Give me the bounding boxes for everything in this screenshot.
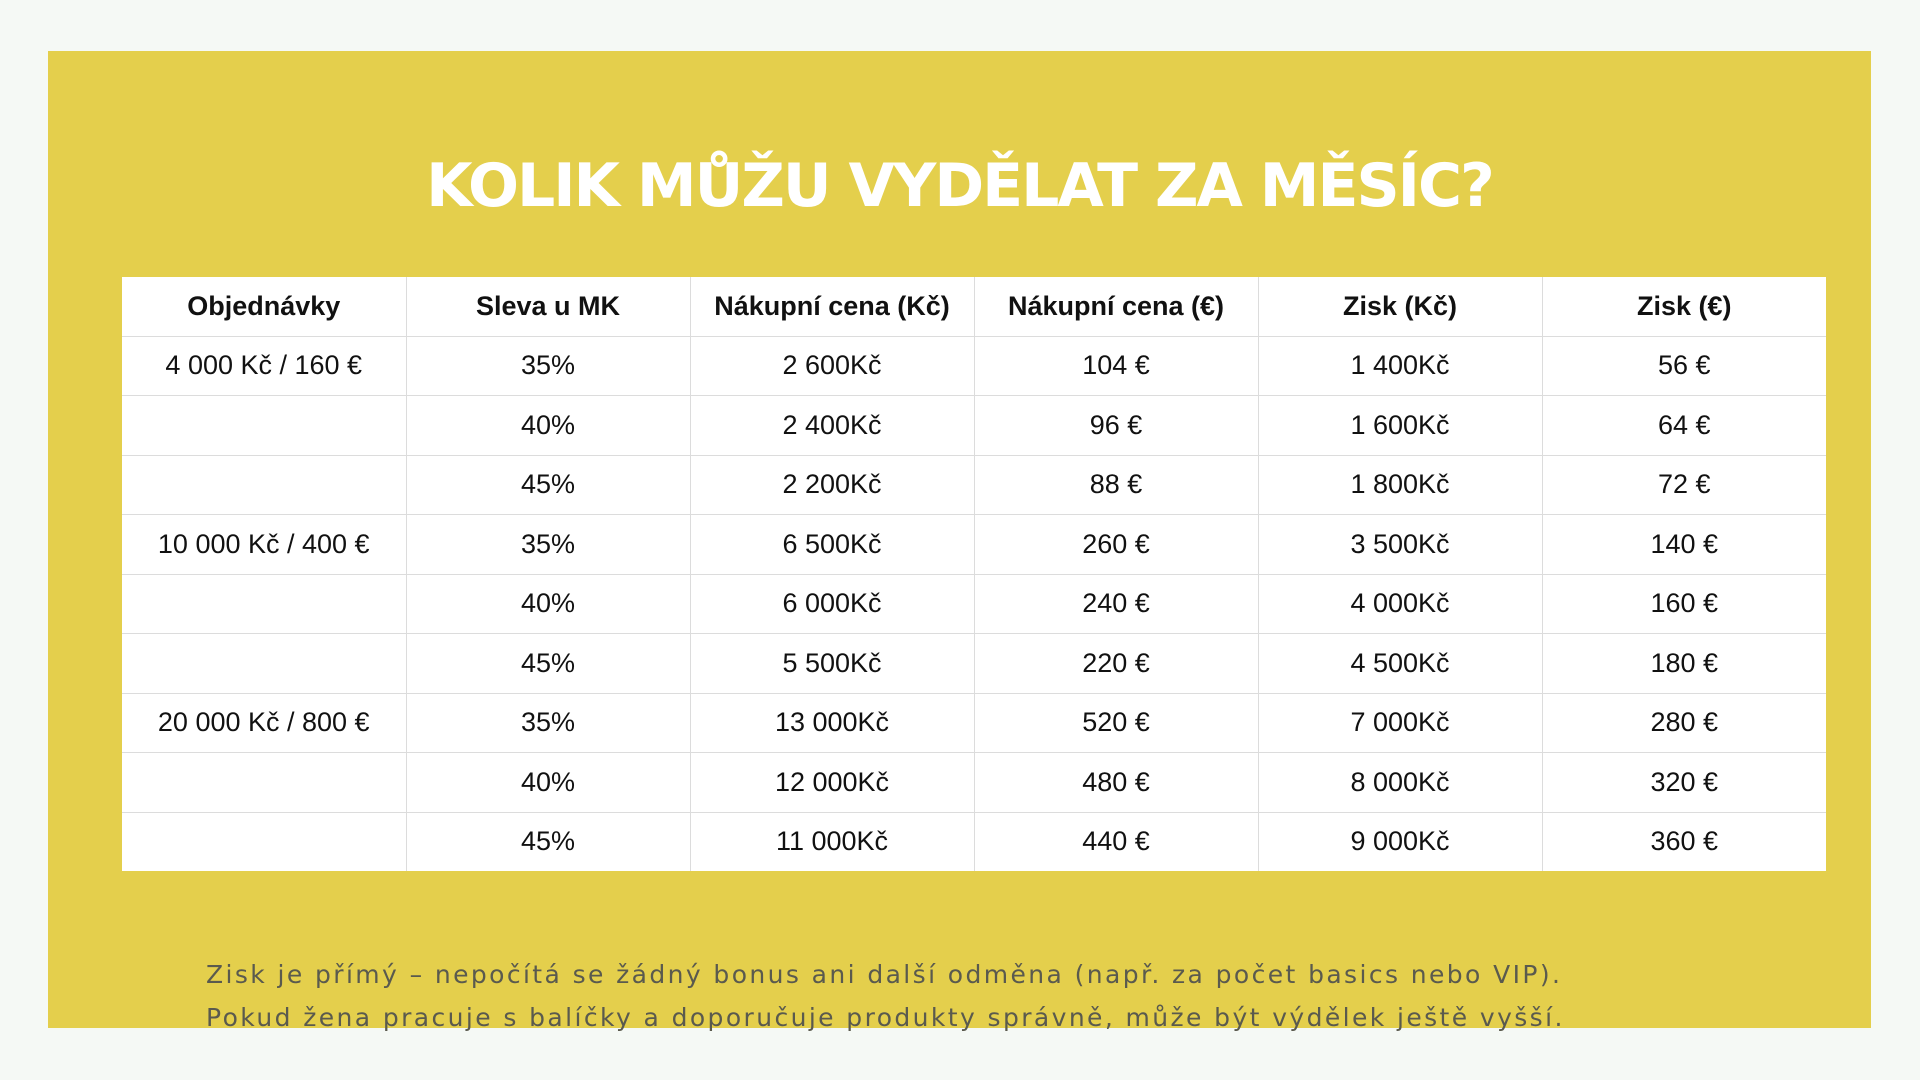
footnote-line-2: Pokud žena pracuje s balíčky a doporučuje produkty správně, může být výdělek ještě vyšší. — [206, 1003, 1565, 1032]
cell-profit-eur: 160 € — [1542, 574, 1826, 634]
cell-profit-czk: 3 500Kč — [1258, 515, 1542, 575]
cell-profit-czk: 1 400Kč — [1258, 336, 1542, 396]
cell-purchase-price-czk: 11 000Kč — [690, 812, 974, 871]
cell-purchase-price-eur: 480 € — [974, 753, 1258, 813]
cell-purchase-price-eur: 520 € — [974, 693, 1258, 753]
header-purchase-price-eur: Nákupní cena (€) — [974, 277, 1258, 336]
cell-profit-czk: 4 000Kč — [1258, 574, 1542, 634]
cell-orders — [122, 634, 406, 694]
header-discount: Sleva u MK — [406, 277, 690, 336]
cell-profit-czk: 1 800Kč — [1258, 455, 1542, 515]
cell-purchase-price-czk: 2 200Kč — [690, 455, 974, 515]
cell-purchase-price-czk: 2 600Kč — [690, 336, 974, 396]
table-row — [122, 753, 1826, 813]
content-card — [48, 51, 1871, 1032]
cell-discount: 45% — [406, 634, 690, 694]
cell-purchase-price-eur: 220 € — [974, 634, 1258, 694]
cell-profit-eur: 320 € — [1542, 753, 1826, 813]
cell-discount: 40% — [406, 753, 690, 813]
cell-profit-eur: 140 € — [1542, 515, 1826, 575]
table-row — [122, 693, 1826, 753]
cell-profit-czk: 1 600Kč — [1258, 396, 1542, 456]
page-title: KOLIK MŮŽU VYDĚLAT ZA MĚSÍC? — [426, 151, 1493, 221]
cell-orders — [122, 753, 406, 813]
cell-purchase-price-eur: 88 € — [974, 455, 1258, 515]
cell-orders — [122, 396, 406, 456]
cell-purchase-price-czk: 2 400Kč — [690, 396, 974, 456]
cell-discount: 45% — [406, 812, 690, 871]
cell-discount: 35% — [406, 336, 690, 396]
footnote-line-1: Zisk je přímý – nepočítá se žádný bonus ani další odměna (např. za počet basics nebo VIP). — [206, 960, 1563, 989]
table-row — [122, 455, 1826, 515]
cell-purchase-price-czk: 5 500Kč — [690, 634, 974, 694]
cell-discount: 40% — [406, 574, 690, 634]
cell-orders — [122, 812, 406, 871]
cell-profit-eur: 56 € — [1542, 336, 1826, 396]
cell-purchase-price-eur: 104 € — [974, 336, 1258, 396]
cell-profit-eur: 360 € — [1650, 826, 1719, 857]
table-row — [122, 336, 1826, 396]
header-purchase-price-czk: Nákupní cena (Kč) — [690, 277, 974, 336]
table-row — [122, 515, 1826, 575]
header-profit-eur: Zisk (€) — [1542, 277, 1826, 336]
cell-orders: 10 000 Kč / 400 € — [122, 515, 406, 575]
cell-purchase-price-eur: 240 € — [974, 574, 1258, 634]
cell-purchase-price-eur: 440 € — [974, 812, 1258, 871]
table-body — [122, 336, 1826, 871]
cell-profit-eur: 64 € — [1542, 396, 1826, 456]
cell-purchase-price-czk: 12 000Kč — [690, 753, 974, 813]
cell-orders: 20 000 Kč / 800 € — [122, 693, 406, 753]
cell-discount: 40% — [406, 396, 690, 456]
cell-profit-czk: 4 500Kč — [1258, 634, 1542, 694]
cell-discount: 35% — [406, 515, 690, 575]
table-row — [122, 574, 1826, 634]
cell-orders: 4 000 Kč / 160 € — [122, 336, 406, 396]
cell-purchase-price-eur: 96 € — [974, 396, 1258, 456]
cell-purchase-price-eur: 260 € — [974, 515, 1258, 575]
earnings-table — [122, 277, 1826, 871]
cell-profit-eur: 72 € — [1542, 455, 1826, 515]
cell-profit-czk: 8 000Kč — [1258, 753, 1542, 813]
cell-profit-czk: 9 000Kč — [1258, 812, 1542, 871]
table-header-row — [122, 277, 1826, 336]
table-row — [122, 396, 1826, 456]
header-orders: Objednávky — [122, 277, 406, 336]
table-row — [122, 634, 1826, 694]
header-profit-czk: Zisk (Kč) — [1258, 277, 1542, 336]
cell-profit-czk: 7 000Kč — [1258, 693, 1542, 753]
footnote — [206, 953, 1565, 1039]
earnings-table-wrapper — [122, 277, 1826, 871]
cell-purchase-price-czk: 6 000Kč — [690, 574, 974, 634]
cell-discount: 35% — [406, 693, 690, 753]
cell-profit-eur: 180 € — [1542, 634, 1826, 694]
table-row — [122, 812, 1826, 871]
cell-orders — [122, 574, 406, 634]
cell-profit-eur: 280 € — [1542, 693, 1826, 753]
cell-purchase-price-czk: 13 000Kč — [690, 693, 974, 753]
cell-discount: 45% — [406, 455, 690, 515]
cell-purchase-price-czk: 6 500Kč — [690, 515, 974, 575]
cell-orders — [122, 455, 406, 515]
